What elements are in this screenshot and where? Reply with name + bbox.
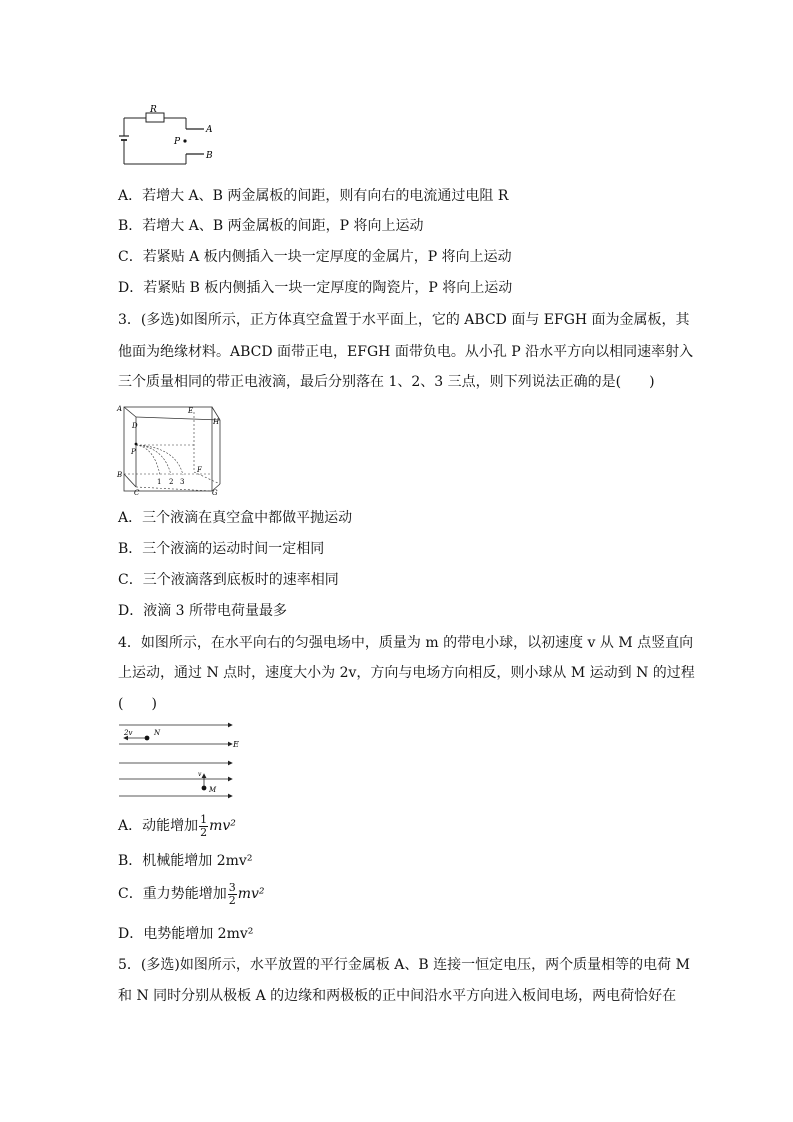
- q4-option-c-prefix: C．重力势能增加: [118, 886, 227, 902]
- fraction-three-halves: [228, 882, 237, 907]
- q3-option-b: B．三个液滴的运动时间一定相同: [118, 541, 325, 557]
- q3-stem-line2: 他面为绝缘材料。ABCD 面带正电，EFGH 面带负电。从小孔 P 沿水平方向以相同速率射入: [118, 344, 694, 360]
- q3-option-a: A．三个液滴在真空盒中都做平抛运动: [118, 510, 353, 526]
- q5-stem-line2: 和 N 同时分别从极板 A 的边缘和两极板的正中间沿水平方向进入板间电场，两电荷恰好在: [118, 988, 677, 1004]
- q2-option-b: B．若增大 A、B 两金属板的间距，P 将向上运动: [118, 218, 424, 234]
- q4-option-d: D．电势能增加 2mv²: [118, 926, 254, 942]
- label-E: E: [233, 740, 239, 749]
- fraction-denominator: 2: [200, 825, 208, 839]
- q2-option-d: D．若紧贴 B 板内侧插入一块一定厚度的陶瓷片，P 将向上运动: [118, 280, 513, 296]
- cube-label-G: G: [212, 489, 218, 496]
- fraction-one-half: [199, 814, 208, 839]
- cube-label-H: H: [213, 418, 220, 426]
- cube-label-A: A: [117, 405, 123, 413]
- q3-option-c: C．三个液滴落到底板时的速率相同: [118, 572, 339, 588]
- label-N: N: [154, 729, 161, 737]
- cube-label-E: E: [188, 407, 194, 415]
- q4-option-a-prefix: A．动能增加: [118, 818, 199, 834]
- q4-stem-line2: 上运动，通过 N 点时，速度大小为 2v，方向与电场方向相反，则小球从 M 运动到 N 的过程: [118, 665, 695, 681]
- cube-label-C: C: [134, 489, 140, 496]
- fraction-numerator: 1: [200, 812, 208, 826]
- cube-label-B: B: [117, 471, 123, 479]
- drop-point-2: 2: [169, 478, 174, 486]
- circuit-figure: [116, 104, 226, 170]
- label-B: B: [206, 151, 213, 161]
- label-A: A: [206, 125, 213, 135]
- q4-option-c-suffix: mv²: [237, 886, 265, 902]
- field-figure: [116, 718, 256, 802]
- cube-label-D: D: [132, 422, 138, 430]
- label-P: P: [174, 137, 181, 147]
- label-R: R: [150, 105, 157, 115]
- q4-option-c: [118, 880, 265, 908]
- fraction-numerator: 3: [228, 880, 236, 894]
- cube-label-F: F: [197, 466, 202, 474]
- label-2v: 2v: [124, 729, 133, 737]
- q3-stem-line3: 三个质量相同的带正电液滴，最后分别落在 1、2、3 三点，则下列说法正确的是( ): [118, 374, 655, 390]
- q5-stem-line1: 5．(多选)如图所示，水平放置的平行金属板 A、B 连接一恒定电压，两个质量相等的电荷 M: [118, 957, 690, 973]
- fraction-denominator: 2: [228, 893, 236, 907]
- q3-stem-line1: 3．(多选)如图所示，正方体真空盒置于水平面上，它的 ABCD 面与 EFGH 面为金属板，其: [118, 312, 690, 328]
- label-v: v: [198, 771, 202, 778]
- q4-stem-line1: 4．如图所示，在水平向右的匀强电场中，质量为 m 的带电小球，以初速度 v 从 M 点竖直向: [118, 635, 694, 651]
- q4-option-b: B．机械能增加 2mv²: [118, 853, 253, 869]
- drop-point-3: 3: [180, 478, 185, 486]
- q4-stem-line3: ( ): [118, 696, 157, 712]
- drop-point-1: 1: [157, 478, 162, 486]
- q4-option-a-suffix: mv²: [209, 818, 236, 834]
- cube-figure: [116, 402, 226, 496]
- q3-option-d: D．液滴 3 所带电荷量最多: [118, 603, 288, 619]
- cube-label-P: P: [131, 448, 136, 456]
- q2-option-c: C．若紧贴 A 板内侧插入一块一定厚度的金属片，P 将向上运动: [118, 249, 512, 265]
- q2-option-a: A．若增大 A、B 两金属板的间距，则有向右的电流通过电阻 R: [118, 188, 509, 204]
- label-M: M: [209, 786, 217, 794]
- q4-option-a: [118, 812, 236, 840]
